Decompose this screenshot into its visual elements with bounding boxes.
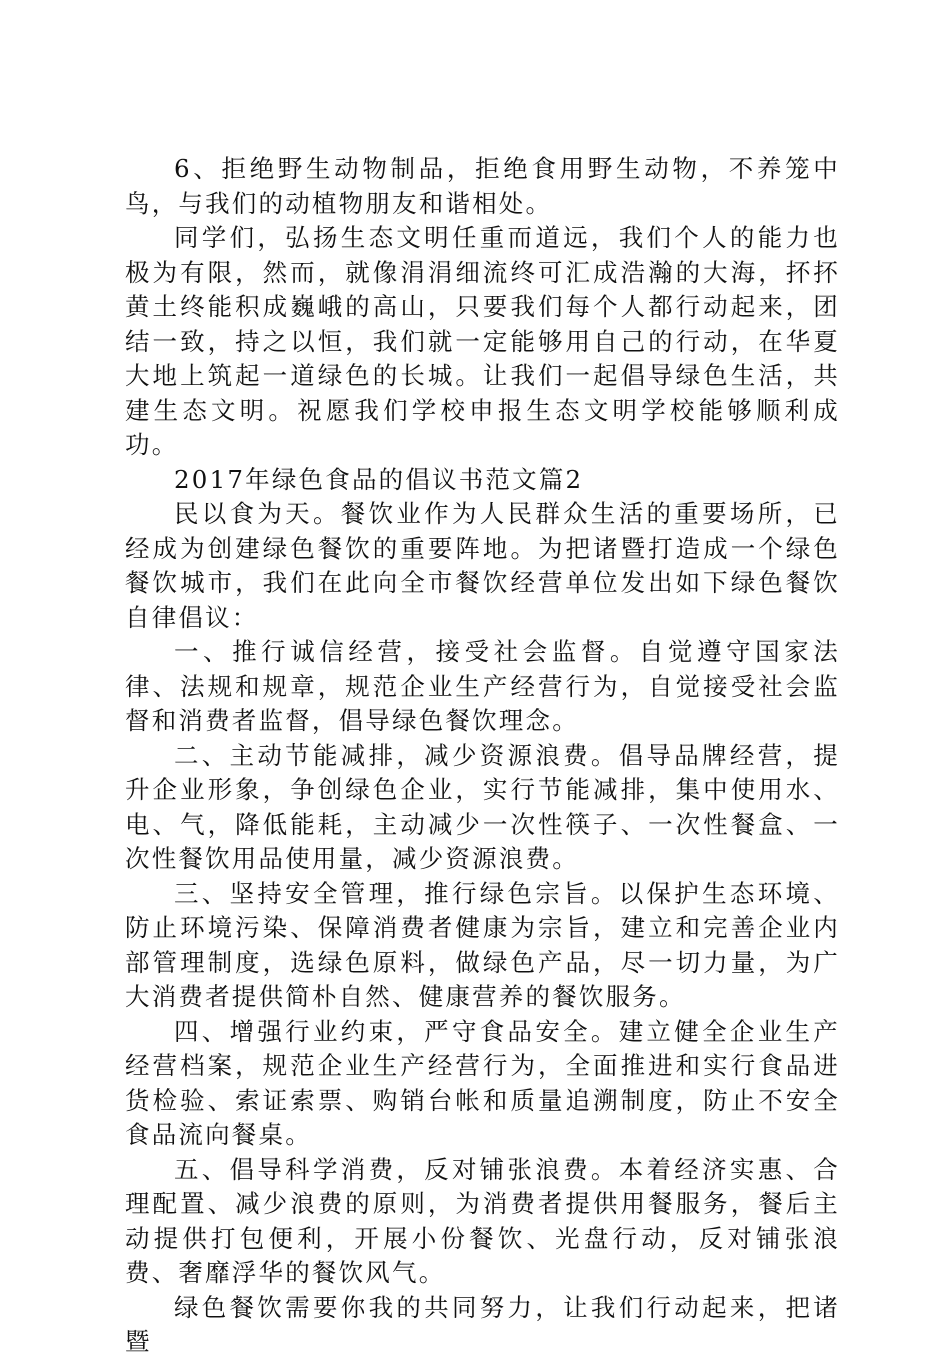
paragraph-point-2: 二、主动节能减排，减少资源浪费。倡导品牌经营，提升企业形象，争创绿色企业，实行节能减排，集中使用水、电、气，降低能耗，主动减少一次性筷子、一次性餐盒、一次性餐饮用品使用量，减少资源浪费。 xyxy=(125,740,840,873)
paragraph-closing-appeal: 同学们，弘扬生态文明任重而道远，我们个人的能力也极为有限，然而，就像涓涓细流终可汇成浩瀚的大海，抔抔黄土终能积成巍峨的高山，只要我们每个人都行动起来，团结一致，持之以恒，我们就一定能够用自己的行动，在华夏大地上筑起一道绿色的长城。让我们一起倡导绿色生活，共建生态文明。祝愿我们学校申报生态文明学校能够顺利成功。 xyxy=(125,223,840,459)
paragraph-point-3: 三、坚持安全管理，推行绿色宗旨。以保护生态环境、防止环境污染、保障消费者健康为宗旨，建立和完善企业内部管理制度，选绿色原料，做绿色产品，尽一切力量，为广大消费者提供简朴自然、健康营养的餐饮服务。 xyxy=(125,878,840,1011)
section-heading: 2017年绿色食品的倡议书范文篇2 xyxy=(174,464,584,494)
paragraph-point-5: 五、倡导科学消费，反对铺张浪费。本着经济实惠、合理配置、减少浪费的原则，为消费者提供用餐服务，餐后主动提供打包便利，开展小份餐饮、光盘行动，反对铺张浪费、奢靡浮华的餐饮风气。 xyxy=(125,1154,840,1287)
document-body xyxy=(125,152,840,1360)
paragraph-point-4: 四、增强行业约束，严守食品安全。建立健全企业生产经营档案，规范企业生产经营行为，全面推进和实行食品进货检验、索证索票、购销台帐和质量追溯制度，防止不安全食品流向餐桌。 xyxy=(125,1016,840,1149)
paragraph-point-1: 一、推行诚信经营，接受社会监督。自觉遵守国家法律、法规和规章，规范企业生产经营行为，自觉接受社会监督和消费者监督，倡导绿色餐饮理念。 xyxy=(125,637,840,735)
paragraph-intro: 民以食为天。餐饮业作为人民群众生活的重要场所，已经成为创建绿色餐饮的重要阵地。为把诸暨打造成一个绿色餐饮城市，我们在此向全市餐饮经营单位发出如下绿色餐饮自律倡议： xyxy=(125,499,840,632)
paragraph-item-6: 6、拒绝野生动物制品，拒绝食用野生动物，不养笼中鸟，与我们的动植物朋友和谐相处。 xyxy=(125,154,840,218)
paragraph-conclusion: 绿色餐饮需要你我的共同努力，让我们行动起来，把诸暨 xyxy=(125,1292,840,1356)
